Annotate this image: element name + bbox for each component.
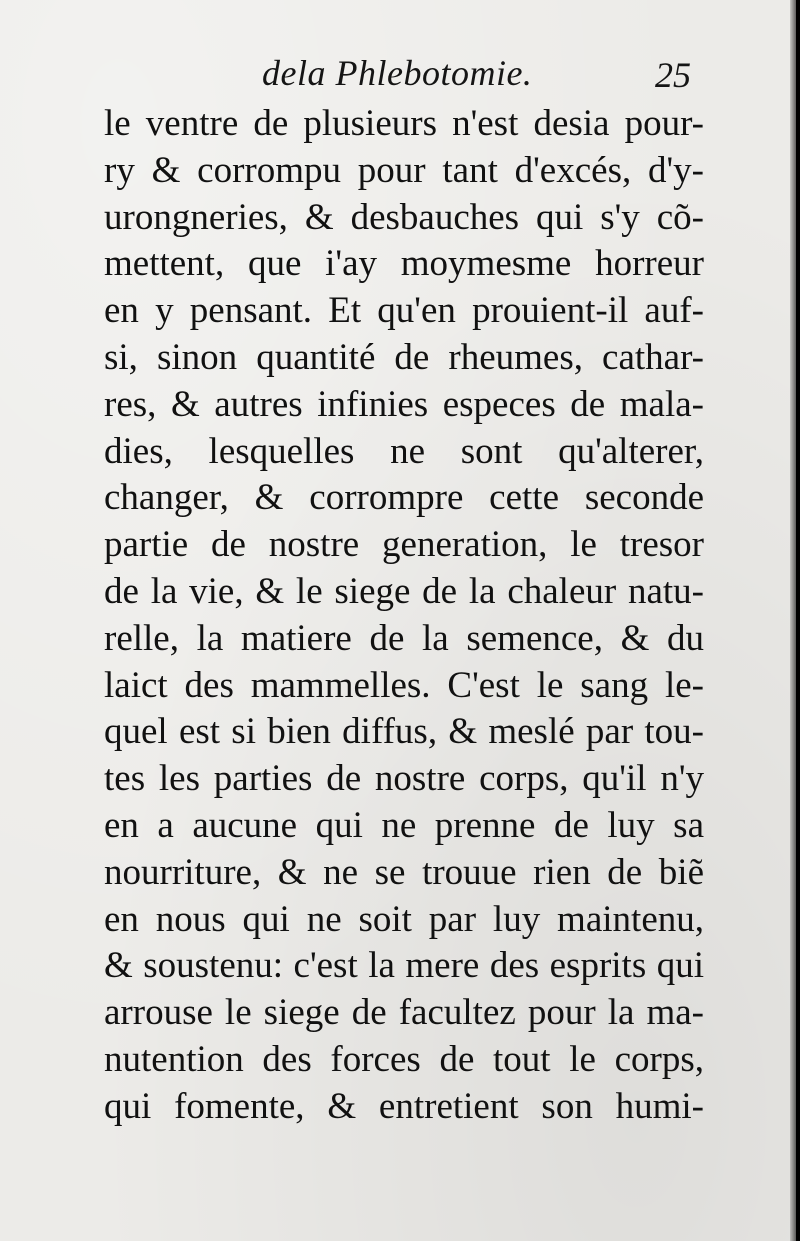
text-line: en nous qui ne soit par luy maintenu,: [104, 898, 704, 940]
page-number: 25: [655, 55, 691, 95]
text-line: changer, & corrompre cette seconde: [104, 477, 704, 519]
text-line: quel est si bien diffus, & meslé par tou-: [104, 711, 704, 753]
text-line: le ventre de plusieurs n'est desia pour-: [104, 103, 704, 144]
running-title: dela Phlebotomie.: [262, 53, 533, 93]
text-line: de la vie, & le siege de la chaleur natu-: [104, 570, 704, 612]
text-line: relle, la matiere de la semence, & du: [104, 617, 704, 659]
text-line: ry & corrompu pour tant d'excés, d'y-: [104, 149, 704, 191]
page-header: [0, 52, 796, 102]
text-line: tes les parties de nostre corps, qu'il n'y: [104, 758, 704, 800]
text-line: urongneries, & desbauches qui s'y cõ-: [104, 196, 704, 238]
text-line: & soustenu: c'est la mere des esprits qui: [104, 945, 704, 987]
text-line: arrouse le siege de facultez pour la ma-: [104, 992, 704, 1034]
text-line: res, & autres infinies especes de mala-: [104, 383, 704, 425]
text-line: laict des mammelles. C'est le sang le-: [104, 664, 704, 706]
text-line: nutention des forces de tout le corps,: [104, 1038, 704, 1080]
text-line: qui fomente, & entretient son humi-: [104, 1085, 704, 1127]
body-text: [104, 101, 704, 1131]
text-line: en y pensant. Et qu'en prouient-il auf-: [104, 290, 704, 332]
text-line: dies, lesquelles ne sont qu'alterer,: [104, 430, 704, 472]
text-line: mettent, que i'ay moymesme horreur: [104, 243, 704, 285]
text-line: si, sinon quantité de rheumes, cathar-: [104, 336, 704, 378]
text-line: partie de nostre generation, le tresor: [104, 524, 704, 566]
text-line: nourriture, & ne se trouue rien de biẽ: [104, 851, 704, 893]
text-line: en a aucune qui ne prenne de luy sa: [104, 804, 704, 846]
